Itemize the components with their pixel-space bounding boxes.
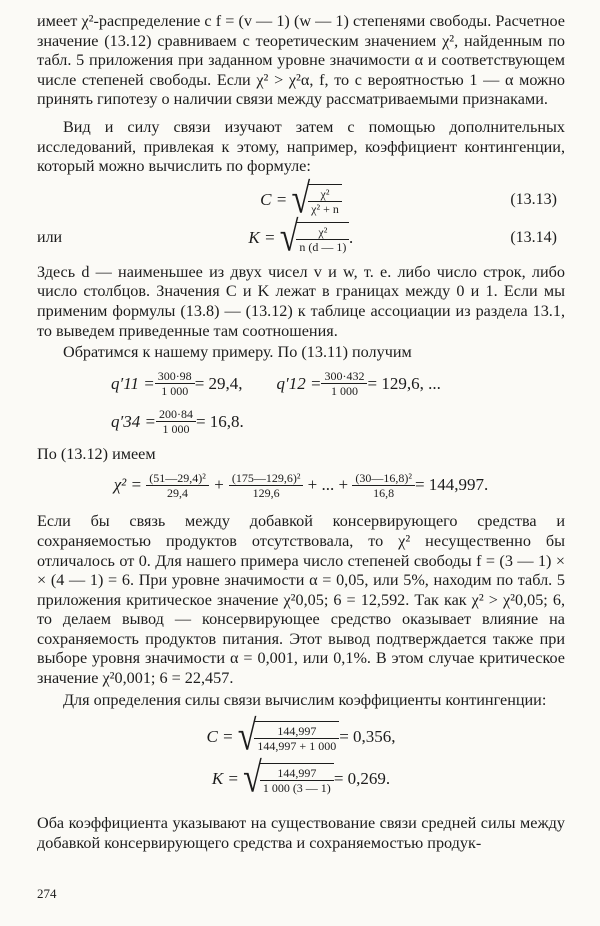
k-denominator: 1 000 (3 — 1) [262,781,331,796]
c-numerator: 144,997 [254,724,339,739]
fraction-numerator: χ² [308,187,342,202]
chi-square-calculation: χ² = $\frac{\text{(51—29,4)²}}{29,4}$ + $\frac{\text{(175—129,6)²}}{129,6}$ + ... + $\frac{\text{(30—16,8)²}}{16,8}$ = 144,997. [113,470,489,500]
paragraph-strength: Для определения силы связи вычислим коэффициенты контингенции: [63,690,547,709]
c-result: = 0,356, [339,727,396,747]
chi-term-2 [229,471,304,500]
fraction-denominator: χ² + n [311,201,339,216]
q12-result: = 129,6, ... [367,373,441,393]
formula-lhs: K = [248,227,276,247]
chi-term-3-numerator: (30—16,8)² [352,471,415,486]
chi-term-2-denominator: 129,6 [252,485,280,500]
formula-13-13 [37,176,565,223]
fraction-denominator: n (d — 1) [299,239,347,254]
fraction-numerator: χ² [296,225,349,240]
chi-result: = 144,997. [414,475,489,495]
paragraph-chi-square-intro: имеет χ²-распределение с f = (v — 1) (w — 1) степенями свободы. Расчетное значение (13.12) сравниваем с теоретическим значением χ², найденным по табл. 5 приложения при заданном уровне значимости α и соответствующем числе степеней свободы. Если χ² > χ²α, f, то с вероятностью 1 — α можно принять гипотезу о наличии связи между рассматриваемыми признаками. [37,12,565,109]
paragraph-d-definition: Здесь d — наименьшее из двух чисел v и w, т. е. либо число строк, либо число столбцов. Значения C и K лежат в границах между 0 и 1. Если мы применим формулы (13.8) — (13.12) к таблице ассоциации из раздела 13.1, то выведем приведенные там соотношения. [37,262,565,340]
c-lhs: C = [206,727,234,747]
q11-lhs: q′11 = [111,373,155,393]
chi-term-3 [352,471,415,500]
q11-fraction [155,369,195,398]
equation-number: (13.13) [510,190,557,208]
chi-term-2-numerator: (175—129,6)² [229,471,304,486]
chi-term-3-denominator: 16,8 [373,485,395,500]
c-calculation [37,713,565,760]
page-number: 274 [37,886,57,901]
c-fraction [254,724,339,753]
fraction [308,187,342,216]
paragraph-final: Оба коэффициента указывают на существование связи средней силы между добавкой консервирующего средства и сохраняемостью продук- [37,814,565,852]
or-word: или [37,228,63,246]
page-body [37,12,565,853]
q34-calculation [37,403,565,441]
chi-term-1-numerator: (51—29,4)² [146,471,209,486]
q11-q12-calculation [37,365,565,403]
q11-denominator: 1 000 [161,384,189,399]
k-numerator: 144,997 [260,766,334,781]
sqrt-sign: √ [237,713,257,760]
sqrt-body [254,721,339,753]
q12-lhs: q′12 = [276,373,322,393]
k-fraction [260,766,334,795]
q34-numerator: 200·84 [156,407,196,422]
k-calculation [37,755,565,802]
q34-result: = 16,8. [195,411,244,431]
chi-lhs: χ² = [113,475,142,495]
formula-period: . [349,227,354,247]
fraction [296,225,349,254]
chi-term-1-denominator: 29,4 [167,485,189,500]
paragraph-conclusion: Если бы связь между добавкой консервирующего средства и сохраняемостью продуктов отсутствовала, то χ² несущественно бы отличалось от 0. Для нашего примера число степеней свободы f = (3 — 1) × × (4 — 1) = 6. При уровне значимости α = 0,05, или 5%, находим по табл. 5 приложения критическое значение χ²0,05; 6 = 12,592. Так как χ² > χ²0,05; 6, то делаем вывод — консервирующее средство оказывает влияние на сохраняемость продуктов питания. Этот вывод подтверждается также при выборе уровня значимости α = 0,001, или 0,1%. В этом случае критическое значение χ²0,001; 6 = 22,457. [37,512,565,688]
formula-13-14 [37,214,565,261]
c-denominator: 144,997 + 1 000 [257,739,337,754]
paragraph-contingency-intro: Вид и силу связи изучают затем с помощью дополнительных исследований, привлекая к этому, например, коэффициент контингенции, который можно вычислить по формуле: [37,117,565,176]
q34-denominator: 1 000 [162,422,190,437]
chi-dots: + ... + [307,475,349,495]
equation-number: (13.14) [510,228,557,246]
sqrt-body [308,184,342,216]
q12-numerator: 300·432 [321,369,367,384]
q12-fraction [321,369,367,398]
q11-numerator: 300·98 [155,369,195,384]
chi-term-1 [146,471,209,500]
paragraph-example: Обратимся к нашему примеру. По (13.11) получим [63,343,412,362]
sqrt-body [260,763,334,795]
sqrt-body [296,222,349,254]
paragraph-by-13-12: По (13.12) имеем [37,444,156,463]
q34-fraction [156,407,196,436]
q34-lhs: q′34 = [111,411,156,431]
sqrt-sign: √ [243,755,262,802]
k-lhs: K = [211,769,239,789]
formula-lhs: C = [260,189,288,209]
sqrt-sign: √ [291,176,311,223]
q12-denominator: 1 000 [330,384,358,399]
sqrt-sign: √ [279,214,299,261]
k-result: = 0,269. [333,769,391,789]
q11-result: = 29,4, [194,373,243,393]
